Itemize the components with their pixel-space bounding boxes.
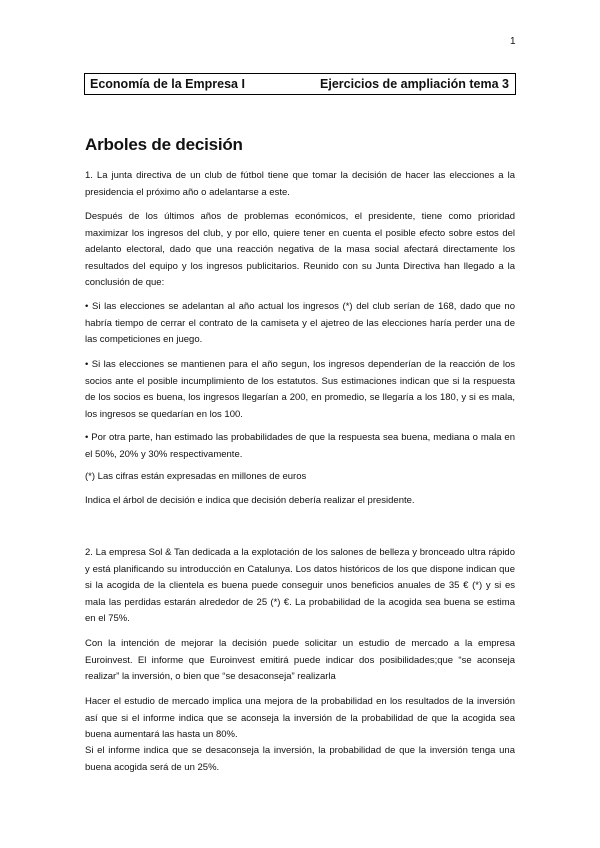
s1-context: Después de los últimos años de problemas económicos, el presidente, tiene como prioridad maximizar los ingresos del club, y por ello, quiere tener en cuenta el posible efecto sobre estos del adelanto electoral, dado que una reacción negativa de la masa social afectará directamente los resultados del equipo y los ingresos publicitarios. Reunido con su Junta Directiva han llegado a la conclusión de que:: [85, 211, 515, 288]
page-title: Arboles de decisión: [85, 135, 243, 154]
s1-note: (*) Las cifras están expresadas en millones de euros: [85, 471, 307, 482]
s1-question: Indica el árbol de decisión e indica que decisión debería realizar el presidente.: [85, 495, 415, 506]
page-number: 1: [510, 36, 516, 47]
s2-prob-favorable: Hacer el estudio de mercado implica una mejora de la probabilidad en los resultados de la inversión así que si el informe indica que se aconseja la inversión de la probabilidad de que la acogida sea buena aumentará las hasta un 80%.: [85, 696, 515, 740]
header-box: [84, 73, 516, 95]
header-exercises: Ejercicios de ampliación tema 3: [320, 77, 509, 91]
s2-study: Con la intención de mejorar la decisión puede solicitar un estudio de mercado a la empresa Euroinvest. El informe que Euroinvest emitirá puede indicar dos posibilidades;que “se aconseja realizar” la inversión, o bien que “se desaconseja” realizarla: [85, 638, 515, 682]
header-course: Economía de la Empresa I: [90, 77, 245, 91]
s2-intro: 2. La empresa Sol & Tan dedicada a la explotación de los salones de belleza y bronceado ultra rápido y está planificando su introducción en Catalunya. Los datos históricos de los que dispone indican que si la acogida de la clientela es buena puede conseguir unos beneficios anuales de 35 € (*) y si es mala las perdidas estarán alrededor de 25 (*) €. La probabilidad de la acogida sea buena se estima en el 75%.: [85, 547, 515, 624]
s2-prob-unfavorable: Si el informe indica que se desaconseja la inversión, la probabilidad de que la inversión tenga una buena acogida será de un 25%.: [85, 745, 515, 773]
s1-bullet-1: • Si las elecciones se adelantan al año actual los ingresos (*) del club serían de 168, dado que no habría tiempo de cerrar el contrato de la camiseta y el ajetreo de las elecciones haría perder una de las competiciones en juego.: [85, 301, 515, 345]
s1-intro: 1. La junta directiva de un club de fútbol tiene que tomar la decisión de hacer las elecciones a la presidencia el próximo año o adelantarse a este.: [85, 170, 515, 198]
s1-bullet-3: • Por otra parte, han estimado las probabilidades de que la respuesta sea buena, mediana o mala en el 50%, 20% y 30% respectivamente.: [85, 432, 515, 460]
s1-bullet-2: • Si las elecciones se mantienen para el año segun, los ingresos dependerían de la reacción de los socios ante el posible incumplimiento de los estatutos. Sus estimaciones indican que si la respuesta de los socios es buena, los ingresos llegarían a 200, en promedio, se llegaría a los 180, y si es mala, los ingresos se quedarían en los 100.: [85, 359, 515, 420]
